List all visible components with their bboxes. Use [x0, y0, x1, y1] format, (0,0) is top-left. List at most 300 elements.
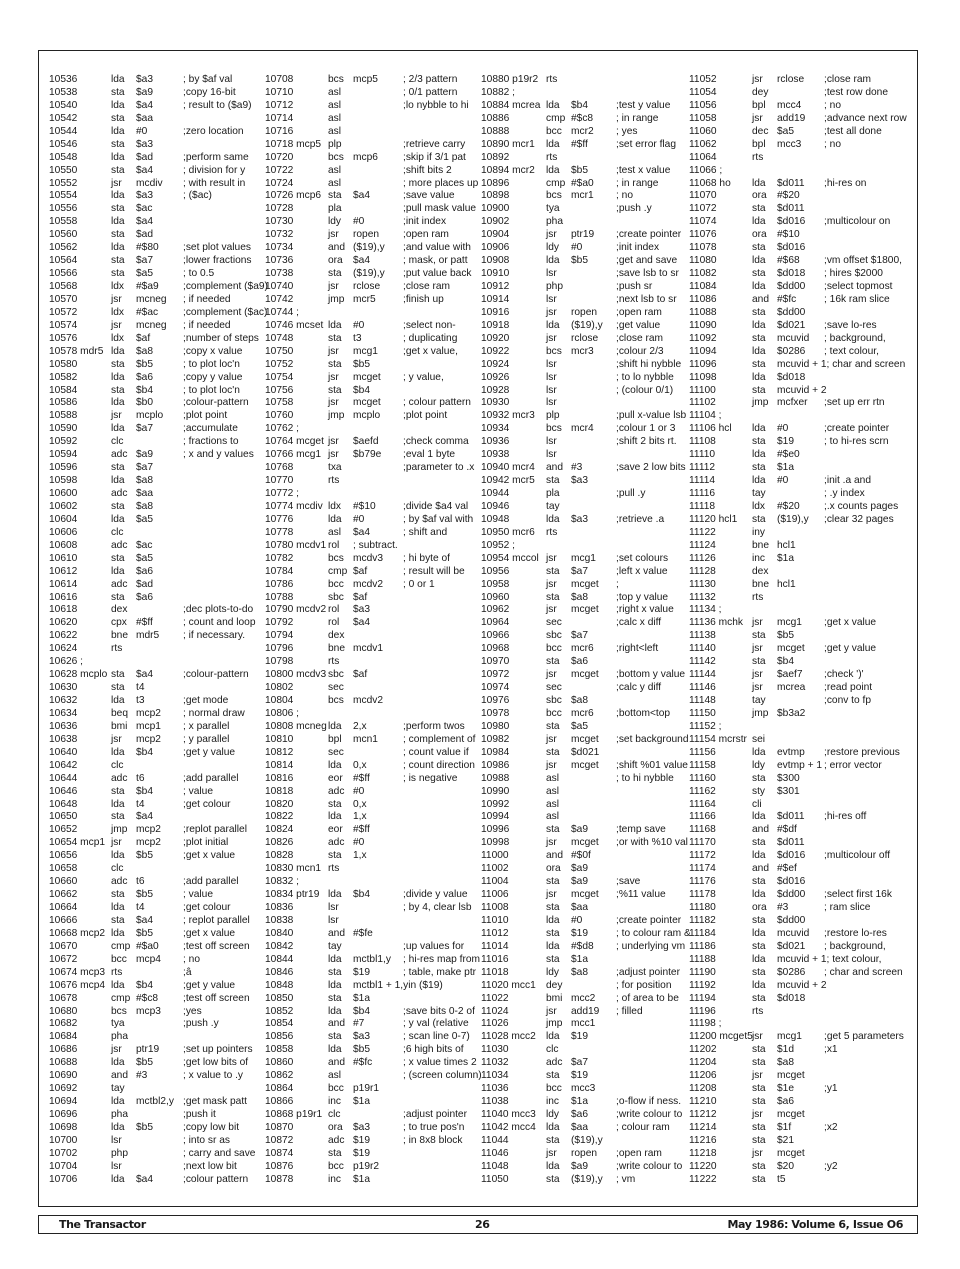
line-number: 10926	[481, 371, 510, 383]
opcode: ora	[752, 190, 767, 202]
operand: 0,x	[353, 798, 367, 810]
operand: $a5	[571, 720, 588, 732]
operand: mcc3	[571, 1083, 596, 1095]
line-number: 10908	[481, 255, 510, 267]
comment: ; no	[824, 138, 841, 150]
line-number: 11044	[481, 1134, 509, 1146]
comment: ;copy y value	[183, 371, 243, 383]
opcode: sta	[546, 902, 560, 913]
line-number: 11054	[689, 86, 717, 98]
comment: ; text colour,	[824, 345, 879, 357]
operand: mcc3	[777, 138, 802, 150]
operand: $a4	[136, 216, 153, 228]
operand: ropen	[353, 229, 380, 241]
line-number: 10676 mcp4	[49, 979, 106, 991]
line-number: 10648	[49, 798, 78, 810]
opcode: sta	[752, 1134, 766, 1146]
line-number: 10802	[265, 682, 294, 694]
opcode: sta	[111, 138, 125, 150]
opcode: clc	[111, 526, 124, 538]
operand: $b5	[136, 358, 153, 370]
comment: ; y value,	[403, 371, 444, 383]
opcode: lda	[111, 190, 125, 202]
line-number: 10894 mcr2	[481, 164, 535, 176]
operand: ($19),y	[353, 242, 385, 254]
comment: ; underlying vm	[616, 940, 686, 952]
operand: ($19),y	[777, 513, 809, 525]
line-number: 10756	[265, 384, 294, 396]
operand: #$10	[353, 500, 376, 512]
line-number: 11162	[689, 785, 716, 797]
opcode: lda	[328, 811, 342, 823]
operand: mcdv2	[353, 578, 384, 590]
operand: $d016	[777, 850, 806, 862]
operand: $d011	[777, 811, 805, 823]
comment: ;colour pattern	[183, 1173, 249, 1185]
line-number: 10740	[265, 281, 294, 292]
opcode: sta	[111, 682, 125, 694]
line-number: 10728	[265, 203, 294, 215]
comment: ;bottom y value	[616, 669, 686, 681]
line-number: 10942 mcr5	[481, 475, 535, 487]
comment: ; no	[616, 190, 633, 202]
comment: ;pull .y	[616, 488, 646, 499]
line-number: 10598	[49, 475, 78, 487]
opcode: bcc	[546, 125, 562, 137]
comment: ; replot parallel	[183, 914, 250, 926]
operand: t6	[136, 772, 145, 784]
line-number: 10970	[481, 656, 510, 668]
operand: $dd00	[777, 281, 806, 292]
operand: $a9	[571, 1160, 588, 1172]
comment: ;test off screen	[183, 940, 250, 952]
comment: ;save lsb to sr	[616, 268, 679, 280]
line-number: 11202	[689, 1044, 717, 1056]
line-number: 11004	[481, 876, 509, 888]
opcode: lda	[111, 74, 125, 85]
opcode: clc	[111, 863, 124, 875]
operand: mcget	[353, 371, 381, 383]
operand: #0	[777, 475, 789, 487]
line-number: 10666	[49, 914, 78, 926]
line-number: 10604	[49, 513, 78, 525]
opcode: lsr	[546, 449, 557, 461]
operand: mcdv2	[353, 695, 384, 706]
comment: ;set background	[616, 733, 689, 745]
opcode: sta	[752, 332, 766, 344]
line-number: 10898	[481, 190, 510, 202]
comment: ; 2/3 pattern	[403, 74, 458, 85]
opcode: clc	[328, 1109, 341, 1120]
line-number: 10730	[265, 216, 294, 228]
comment: ; y parallel	[183, 733, 230, 745]
comment: ;pull x-value lsb	[616, 410, 687, 422]
line-number: 10706	[49, 1173, 78, 1185]
comment: ;copy low bit	[183, 1121, 240, 1133]
line-number: 10548	[49, 151, 78, 163]
operand: mcuvid	[777, 332, 810, 344]
line-number: 11064	[689, 151, 717, 163]
comment: ;check ')'	[824, 669, 864, 681]
operand: t3	[353, 332, 362, 344]
comment: ;get y value	[183, 979, 236, 991]
opcode: jsr	[752, 1070, 763, 1082]
operand: mcc2	[571, 992, 596, 1004]
comment: ;save	[616, 876, 641, 888]
operand: $a6	[136, 591, 153, 603]
line-number: 10806 ;	[265, 707, 299, 719]
line-number: 10722	[265, 164, 294, 176]
operand: rclose	[777, 74, 805, 85]
opcode: sta	[546, 1173, 560, 1185]
comment: ; hi byte of	[403, 552, 451, 564]
opcode: sta	[546, 1070, 560, 1082]
opcode: bmi	[111, 720, 128, 732]
operand: mcneg	[136, 293, 167, 305]
opcode: sta	[328, 1031, 342, 1043]
line-number: 10764 mcget	[265, 436, 324, 448]
opcode: lda	[546, 138, 560, 150]
comment: ; no	[824, 99, 841, 111]
line-number: 10696	[49, 1109, 78, 1120]
operand: $a7	[136, 255, 153, 267]
comment: ;save value	[403, 190, 455, 202]
line-number: 11216	[689, 1134, 717, 1146]
line-number: 10930	[481, 397, 510, 409]
operand: $a4	[136, 811, 153, 823]
opcode: bcc	[328, 578, 344, 590]
comment: ;check comma	[403, 436, 469, 448]
operand: $a3	[136, 190, 153, 202]
opcode: iny	[752, 526, 766, 538]
opcode: sta	[111, 500, 125, 512]
line-number: 11058	[689, 112, 717, 124]
line-number: 11138	[689, 630, 716, 642]
operand: $b4	[136, 979, 153, 991]
operand: $d021	[571, 746, 600, 758]
opcode: sta	[111, 669, 125, 681]
line-number: 10644	[49, 772, 78, 784]
opcode: sta	[752, 306, 766, 318]
line-number: 10762 ;	[265, 423, 299, 435]
comment: ;multicolour off	[824, 850, 891, 862]
operand: $21	[777, 1134, 794, 1146]
operand: #$ff	[353, 772, 370, 784]
comment: ;get x value,	[403, 345, 458, 357]
operand: mcp6	[353, 151, 378, 163]
opcode: sta	[111, 268, 125, 280]
line-number: 10846	[265, 966, 294, 978]
operand: 1,x	[353, 811, 367, 823]
operand: mcuvid + 2	[777, 979, 827, 991]
opcode: sta	[752, 268, 766, 280]
comment: ;close ram	[616, 332, 663, 344]
comment: ;get colour	[183, 798, 231, 810]
opcode: lda	[752, 811, 766, 823]
opcode: lsr	[546, 384, 557, 396]
opcode: bpl	[328, 733, 342, 745]
line-number: 10878	[265, 1173, 294, 1185]
comment: ; count direction	[403, 759, 475, 771]
line-number: 10862	[265, 1070, 294, 1082]
comment: ; with result in	[183, 177, 246, 189]
comment: ;zero location	[183, 125, 244, 137]
comment: ;set plot values	[183, 242, 251, 254]
operand: #0	[353, 319, 365, 331]
line-number: 10736	[265, 255, 294, 267]
opcode: lda	[111, 371, 125, 383]
opcode: cli	[752, 798, 762, 810]
line-number: 11084	[689, 281, 717, 292]
line-number: 10982	[481, 733, 510, 745]
opcode: ora	[546, 863, 561, 875]
line-number: 10826	[265, 837, 294, 849]
line-number: 11180	[689, 902, 716, 913]
comment: ; hi-res map from	[403, 953, 480, 965]
operand: #7	[353, 1018, 365, 1030]
opcode: jsr	[111, 319, 122, 331]
line-number: 10590	[49, 423, 78, 435]
opcode: adc	[111, 449, 128, 461]
opcode: dex	[111, 604, 128, 616]
line-number: 10792	[265, 617, 294, 629]
line-number: 10796	[265, 643, 294, 655]
operand: $af	[353, 565, 368, 577]
comment: ;y2	[824, 1160, 838, 1172]
line-number: 10596	[49, 462, 78, 474]
comment: ;shift 2 bits rt.	[616, 436, 677, 448]
opcode: jsr	[546, 733, 557, 745]
operand: mctbl2,y	[136, 1096, 174, 1108]
comment: ;get x value	[183, 850, 236, 862]
operand: $d018	[777, 268, 806, 280]
opcode: lda	[111, 1121, 125, 1133]
operand: $0286	[777, 966, 806, 978]
operand: t6	[136, 876, 145, 888]
comment: ;select first 16k	[824, 889, 892, 901]
line-number: 11074	[689, 216, 717, 228]
operand: $a6	[136, 565, 153, 577]
comment: ;push it	[183, 1109, 216, 1120]
opcode: ldy	[546, 966, 560, 978]
operand: mcuvid	[777, 927, 810, 939]
opcode: dey	[546, 979, 563, 991]
line-number: 11220	[689, 1160, 717, 1172]
opcode: sta	[328, 798, 342, 810]
operand: mcget	[571, 669, 599, 681]
line-number: 10772 ;	[265, 488, 299, 499]
opcode: lda	[111, 850, 125, 862]
line-number: 10834 ptr19	[265, 889, 320, 901]
line-number: 11072	[689, 203, 717, 215]
opcode: sta	[111, 112, 125, 124]
line-number: 10658	[49, 863, 78, 875]
line-number: 11080	[689, 255, 717, 267]
operand: $a7	[136, 462, 153, 474]
opcode: sta	[328, 332, 342, 344]
line-number: 10560	[49, 229, 78, 241]
opcode: jsr	[111, 837, 122, 849]
comment: ; into sr as	[183, 1134, 230, 1146]
operand: $b4	[353, 384, 370, 396]
opcode: lda	[111, 902, 125, 913]
line-number: 10960	[481, 591, 510, 603]
opcode: bcs	[328, 74, 344, 85]
comment: ;save 2 low bits	[616, 462, 686, 474]
opcode: lsr	[328, 902, 339, 913]
operand: $ad	[136, 151, 153, 163]
opcode: clc	[111, 436, 124, 448]
opcode: sta	[111, 889, 125, 901]
opcode: and	[328, 242, 345, 254]
line-number: 10664	[49, 902, 78, 913]
opcode: php	[546, 281, 563, 292]
operand: t4	[136, 902, 145, 913]
comment: ;hi-res on	[824, 177, 867, 189]
comment: ;put value back	[403, 268, 472, 280]
line-number: 10540	[49, 99, 78, 111]
comment: ;pull mask value	[403, 203, 477, 215]
operand: $301	[777, 785, 800, 797]
operand: #$fe	[353, 927, 373, 939]
opcode: sta	[752, 772, 766, 784]
line-number: 10784	[265, 565, 294, 577]
opcode: adc	[111, 488, 128, 499]
line-number: 10572	[49, 306, 78, 318]
comment: ;colour-pattern	[183, 669, 249, 681]
comment: ;conv to fp	[824, 695, 872, 706]
operand: ptr19	[571, 229, 595, 241]
line-number: 10692	[49, 1083, 78, 1095]
line-number: 10822	[265, 811, 294, 823]
opcode: lda	[328, 1044, 342, 1056]
opcode: sta	[752, 1173, 766, 1185]
line-number: 10774 mcdiv	[265, 500, 323, 512]
operand: p19r2	[353, 1160, 380, 1172]
opcode: lda	[546, 1121, 560, 1133]
comment: ; by $af val with	[403, 513, 474, 525]
line-number: 10614	[49, 578, 78, 590]
line-number: 10838	[265, 914, 294, 926]
line-number: 11190	[689, 966, 716, 978]
comment: ;x1	[824, 1044, 838, 1056]
line-number: 11046	[481, 1147, 509, 1159]
line-number: 10782	[265, 552, 294, 564]
comment: ; by $af val	[183, 74, 233, 85]
operand: mcp2	[136, 837, 161, 849]
operand: $a8	[136, 475, 153, 487]
line-number: 11068 ho	[689, 177, 731, 189]
opcode: bcs	[328, 151, 344, 163]
comment: ;test row done	[824, 86, 888, 98]
opcode: sta	[546, 876, 560, 888]
operand: $b4	[571, 99, 588, 111]
line-number: 11036	[481, 1083, 509, 1095]
comment: ; (screen column)	[403, 1070, 482, 1082]
operand: mcg1	[353, 345, 378, 357]
opcode: lda	[111, 1096, 125, 1108]
comment: ;set up pointers	[183, 1044, 253, 1056]
opcode: cmp	[546, 177, 566, 189]
line-number: 10654 mcp1	[49, 837, 106, 849]
line-number: 10734	[265, 242, 294, 254]
operand: #$fc	[353, 1057, 373, 1069]
opcode: plp	[546, 410, 560, 422]
line-number: 11086	[689, 293, 717, 305]
line-number: 11196	[689, 1005, 716, 1017]
line-number: 11078	[689, 242, 717, 254]
comment: ;clear 32 pages	[824, 513, 894, 525]
line-number: 10544	[49, 125, 78, 137]
opcode: jmp	[546, 1018, 563, 1030]
line-number: 11006	[481, 889, 509, 901]
line-number: 10584	[49, 384, 78, 396]
comment: ;hi-res off	[824, 811, 867, 823]
opcode: ldy	[328, 216, 342, 228]
operand: $b4	[136, 785, 153, 797]
line-number: 10978	[481, 707, 510, 719]
line-number: 10880 p19r2	[481, 74, 539, 85]
operand: $a7	[571, 565, 588, 577]
line-number: 11152 ;	[689, 720, 722, 732]
line-number: 10836	[265, 902, 294, 913]
line-number: 10744 ;	[265, 306, 299, 318]
opcode: lda	[111, 979, 125, 991]
opcode: rts	[752, 591, 764, 603]
operand: $ac	[136, 539, 153, 551]
line-number: 10892	[481, 151, 510, 163]
line-number: 11188	[689, 953, 716, 965]
opcode: plp	[328, 138, 342, 150]
operand: #$e0	[777, 449, 800, 461]
line-number: 11104 ;	[689, 410, 722, 422]
operand: mcuvid + 1; text colour,	[777, 953, 882, 965]
operand: $a8	[136, 345, 153, 357]
line-number: 10900	[481, 203, 510, 215]
operand: mcdv3	[353, 552, 384, 564]
comment: ;vm offset $1800,	[824, 255, 902, 267]
issue-info: May 1986: Volume 6, Issue O6	[727, 1218, 903, 1231]
line-number: 11120 hcl1	[689, 513, 738, 525]
opcode: sta	[752, 1121, 766, 1133]
opcode: adc	[111, 539, 128, 551]
opcode: lda	[752, 475, 766, 487]
comment: ; to plot loc'n	[183, 384, 240, 396]
line-number: 10742	[265, 293, 294, 305]
operand: $aa	[571, 902, 588, 913]
line-number: 10986	[481, 759, 510, 771]
comment: ; mask, or patt	[403, 255, 468, 267]
publication-name: The Transactor	[59, 1218, 146, 1231]
operand: $b5	[571, 255, 588, 267]
operand: #0	[353, 837, 365, 849]
operand: hcl1	[777, 539, 796, 551]
line-number: 11028 mcc2	[481, 1031, 536, 1043]
comment: ;adjust pointer	[616, 966, 680, 978]
operand: evtmp	[777, 746, 805, 758]
comment: ; 0/1 pattern	[403, 86, 458, 98]
comment: ;add parallel	[183, 772, 239, 784]
opcode: lda	[328, 979, 342, 991]
opcode: lda	[546, 99, 560, 111]
opcode: sei	[752, 733, 766, 745]
opcode: lsr	[546, 293, 557, 305]
line-number: 10858	[265, 1044, 294, 1056]
opcode: sta	[752, 242, 766, 254]
comment: ;bottom<top	[616, 707, 671, 719]
operand: $1f	[777, 1121, 792, 1133]
comment: ; background,	[824, 940, 886, 952]
